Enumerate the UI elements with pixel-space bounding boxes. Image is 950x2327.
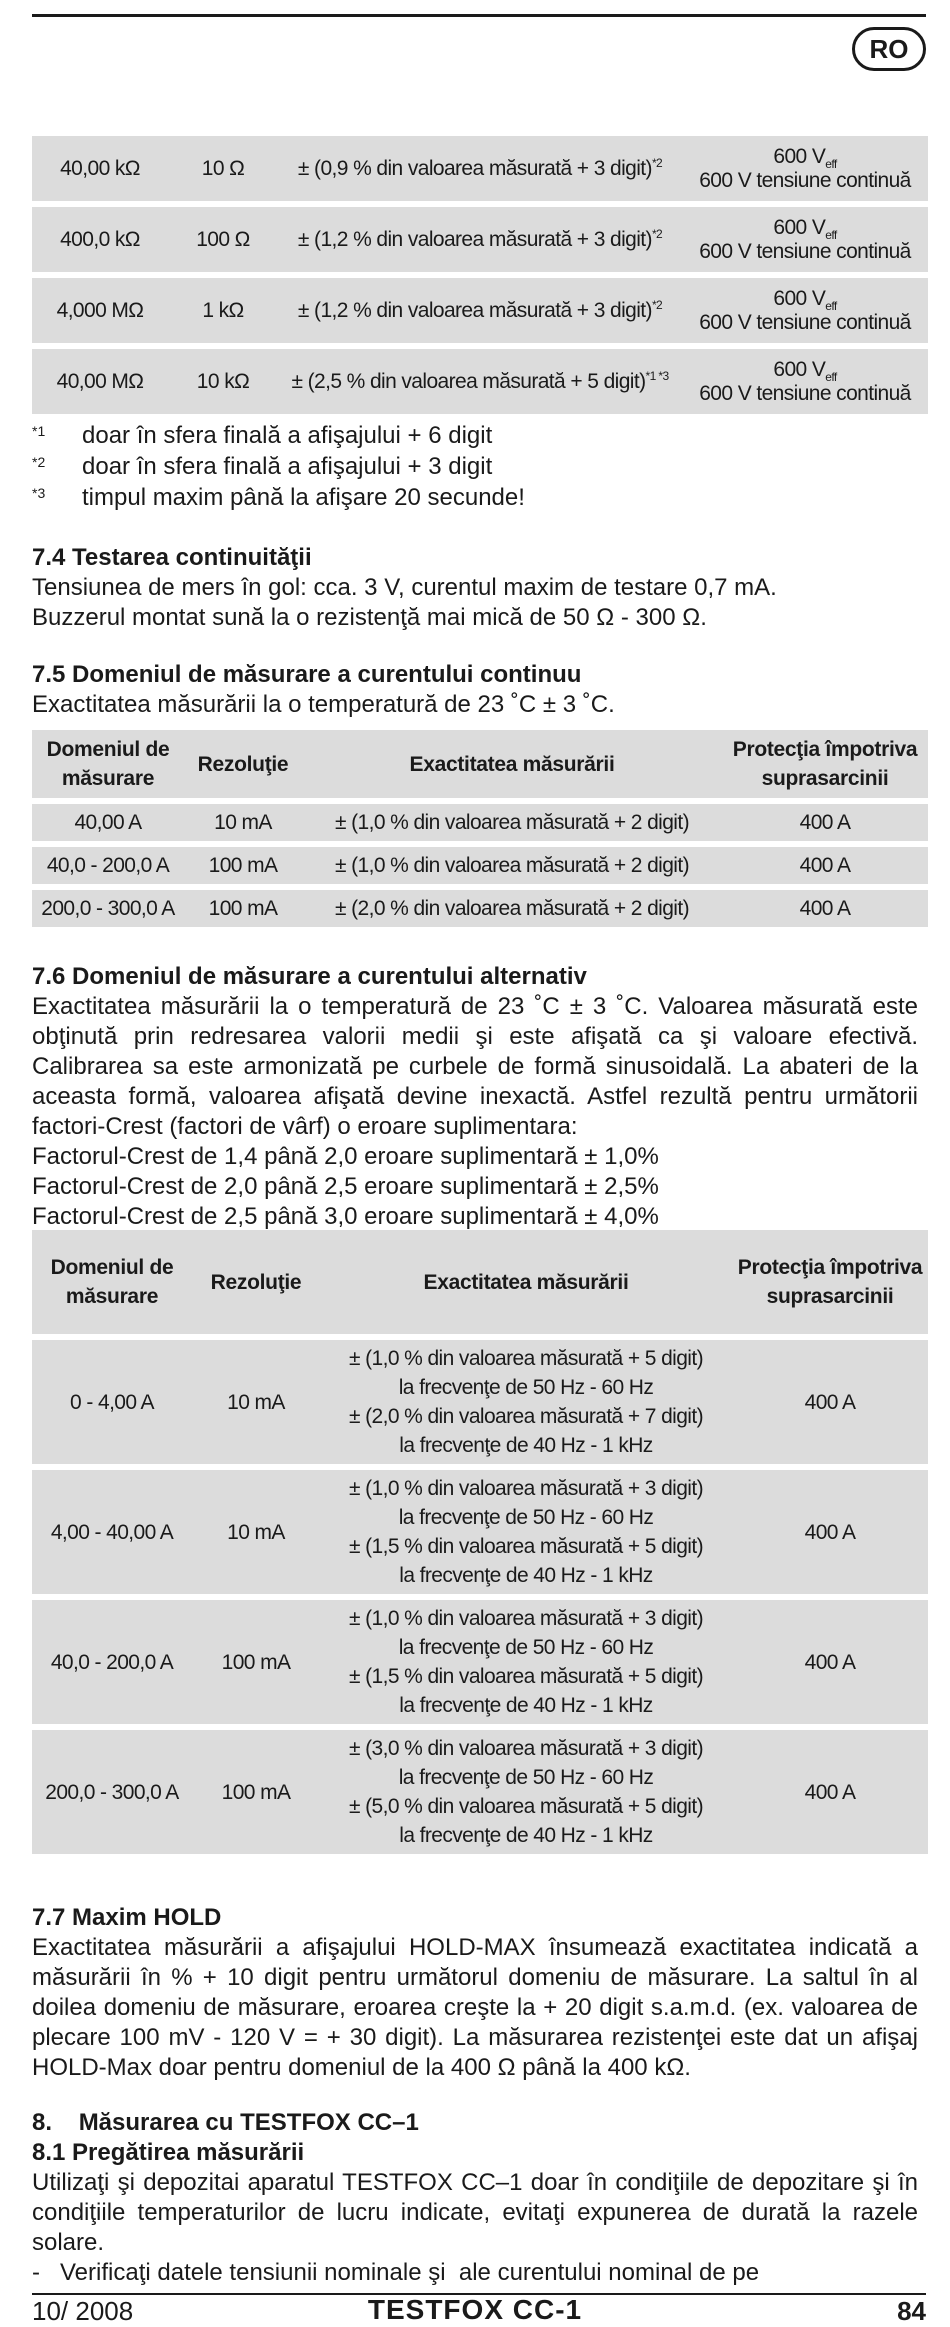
accuracy-text: ± (1,2 % din valoarea măsurată + 3 digit) bbox=[297, 299, 652, 322]
table-cell: 40,0 - 200,0 A bbox=[32, 847, 184, 884]
accuracy-line: la frecvenţe de 40 Hz - 1 kHz bbox=[399, 1434, 653, 1457]
accuracy-cell bbox=[278, 207, 682, 272]
paragraph-line: Buzzerul montat sună la o rezistenţă mai mică de 50 Ω - 300 Ω. bbox=[32, 604, 707, 631]
table-cell: 10 mA bbox=[184, 804, 302, 841]
paragraph-line: Tensiunea de mers în gol: cca. 3 V, curentul maxim de testare 0,7 mA. bbox=[32, 574, 777, 601]
accuracy-cell bbox=[278, 349, 682, 414]
column-header: Rezoluţie bbox=[184, 730, 302, 798]
protection-line: 600 V tensiune continuă bbox=[699, 239, 911, 263]
column-header: Domeniul de măsurare bbox=[32, 1230, 192, 1334]
protection-line: 600 V tensiune continuă bbox=[699, 168, 911, 192]
accuracy-cell bbox=[320, 1470, 732, 1594]
footnote-ref: *2 bbox=[651, 227, 663, 241]
table-cell: 40,00 A bbox=[32, 804, 184, 841]
protection-line: 600 V tensiune continuă bbox=[699, 310, 911, 334]
crest-line: Factorul-Crest de 2,0 până 2,5 eroare suplimentară ± 2,5% bbox=[32, 1173, 659, 1200]
footnote-mark: *3 bbox=[32, 485, 46, 501]
accuracy-line: la frecvenţe de 50 Hz - 60 Hz bbox=[398, 1766, 654, 1789]
table-row bbox=[32, 1730, 928, 1854]
range-cell: 4,00 - 40,00 A bbox=[32, 1470, 192, 1594]
protection-line bbox=[686, 145, 924, 169]
voltage-subscript: eff bbox=[825, 156, 837, 171]
protection-cell: 400 A bbox=[732, 1730, 928, 1854]
protection-line bbox=[686, 287, 924, 311]
range-cell: 200,0 - 300,0 A bbox=[32, 1730, 192, 1854]
column-header: Protecţia împotriva suprasarcinii bbox=[732, 1230, 928, 1334]
table-cell: 400 A bbox=[722, 847, 928, 884]
resolution-cell: 10 kΩ bbox=[168, 349, 278, 414]
table-cell: ± (1,0 % din valoarea măsurată + 2 digit) bbox=[302, 847, 722, 884]
protection-cell: 400 A bbox=[732, 1340, 928, 1464]
table-row bbox=[32, 136, 928, 201]
accuracy-line: ± (1,0 % din valoarea măsurată + 3 digit) bbox=[348, 1607, 704, 1630]
accuracy-cell bbox=[278, 278, 682, 343]
footnotes bbox=[32, 420, 525, 513]
protection-line bbox=[686, 216, 924, 240]
resolution-cell: 100 mA bbox=[192, 1600, 320, 1724]
accuracy-text: ± (0,9 % din valoarea măsurată + 3 digit) bbox=[297, 157, 652, 180]
accuracy-line: la frecvenţe de 50 Hz - 60 Hz bbox=[398, 1506, 654, 1529]
range-cell: 40,00 MΩ bbox=[32, 349, 168, 414]
voltage-subscript: eff bbox=[825, 298, 837, 313]
footnote-text: doar în sfera finală a afişajului + 3 digit bbox=[82, 453, 493, 480]
footnote bbox=[32, 420, 525, 451]
accuracy-cell bbox=[320, 1600, 732, 1724]
dc-current-table bbox=[32, 724, 928, 933]
protection-cell bbox=[682, 136, 928, 201]
section-7-6 bbox=[32, 962, 918, 1232]
column-header: Domeniul de măsurare bbox=[32, 730, 184, 798]
accuracy-text: ± (1,2 % din valoarea măsurată + 3 digit) bbox=[297, 228, 652, 251]
table-cell: 200,0 - 300,0 A bbox=[32, 890, 184, 927]
footnote bbox=[32, 482, 525, 513]
range-cell: 0 - 4,00 A bbox=[32, 1340, 192, 1464]
range-cell: 40,0 - 200,0 A bbox=[32, 1600, 192, 1724]
accuracy-line: la frecvenţe de 50 Hz - 60 Hz bbox=[398, 1376, 654, 1399]
accuracy-line: la frecvenţe de 40 Hz - 1 kHz bbox=[399, 1824, 653, 1847]
footer-date: 10/ 2008 bbox=[32, 2296, 134, 2326]
section-heading: 7.4 Testarea continuităţii bbox=[32, 544, 312, 571]
protection-cell: 400 A bbox=[732, 1470, 928, 1594]
voltage-value: 600 V bbox=[773, 286, 826, 310]
subsection-heading: 8.1 Pregătirea măsurării bbox=[32, 2139, 305, 2166]
voltage-subscript: eff bbox=[825, 369, 837, 384]
table-row bbox=[32, 1340, 928, 1464]
section-heading: 7.7 Maxim HOLD bbox=[32, 1904, 222, 1931]
accuracy-line: la frecvenţe de 50 Hz - 60 Hz bbox=[398, 1636, 654, 1659]
accuracy-line: ± (1,0 % din valoarea măsurată + 3 digit) bbox=[348, 1477, 704, 1500]
table-cell: 400 A bbox=[722, 890, 928, 927]
footnote bbox=[32, 451, 525, 482]
column-header: Rezoluţie bbox=[192, 1230, 320, 1334]
crest-line: Factorul-Crest de 1,4 până 2,0 eroare suplimentară ± 1,0% bbox=[32, 1143, 659, 1170]
voltage-value: 600 V bbox=[773, 215, 826, 239]
protection-cell bbox=[682, 278, 928, 343]
table-row bbox=[32, 890, 928, 927]
crest-line: Factorul-Crest de 2,5 până 3,0 eroare suplimentară ± 4,0% bbox=[32, 1203, 659, 1230]
table-row bbox=[32, 349, 928, 414]
section-7-4 bbox=[32, 543, 918, 633]
table-row bbox=[32, 804, 928, 841]
paragraph: Exactitatea măsurării a afişajului HOLD-MAX însumează exactitatea indicată a măsurării în % + 10 digit pentru următorul domeniu de măsurare. La saltul în al doilea domeniu de măsurare, eroarea creşte la + 20 digit s.a.m.d. (ex. valoarea de plecare 100 mV - 120 V = + 30 digit). La măsurarea rezistenţei este dat un afişaj HOLD-Max doar pentru domeniul de la 400 Ω până la 400 kΩ. bbox=[32, 1934, 918, 2081]
paragraph: Exactitatea măsurării la o temperatură de 23 ˚C ± 3 ˚C. Valoarea măsurată este obţinută prin redresarea valorii medii şi este afişată ca şi valoare efectivă. Calibrarea sa este armonizată pe curbele de formă sinusoidală. La abateri de la aceasta formă, valoarea afişată devine inexactă. Astfel rezultă pentru următorii factori-Crest (factori de vârf) o eroare suplimentara: bbox=[32, 993, 918, 1140]
accuracy-cell bbox=[320, 1730, 732, 1854]
accuracy-line: ± (2,0 % din valoarea măsurată + 7 digit) bbox=[348, 1405, 704, 1428]
table-row bbox=[32, 847, 928, 884]
section-7-7 bbox=[32, 1903, 918, 2083]
footnote-ref: *2 bbox=[651, 156, 663, 170]
footer-title: TESTFOX CC-1 bbox=[367, 2294, 583, 2325]
footnote-ref: *1 *3 bbox=[645, 369, 669, 383]
voltage-subscript: eff bbox=[825, 227, 837, 242]
footnote-text: doar în sfera finală a afişajului + 6 digit bbox=[82, 422, 493, 449]
resolution-cell: 10 Ω bbox=[168, 136, 278, 201]
resolution-cell: 10 mA bbox=[192, 1470, 320, 1594]
accuracy-line: ± (1,5 % din valoarea măsurată + 5 digit) bbox=[348, 1665, 704, 1688]
accuracy-line: ± (1,5 % din valoarea măsurată + 5 digit) bbox=[348, 1535, 704, 1558]
bullet-line: - Verificaţi datele tensiunii nominale şi ale curentului nominal de pe bbox=[32, 2259, 760, 2286]
resolution-cell: 100 mA bbox=[192, 1730, 320, 1854]
range-cell: 4,000 MΩ bbox=[32, 278, 168, 343]
accuracy-line: ± (3,0 % din valoarea măsurată + 3 digit) bbox=[348, 1737, 704, 1760]
range-cell: 40,00 kΩ bbox=[32, 136, 168, 201]
footnote-ref: *2 bbox=[651, 298, 663, 312]
top-rule bbox=[32, 14, 926, 17]
protection-cell: 400 A bbox=[732, 1600, 928, 1724]
column-header: Exactitatea măsurării bbox=[302, 730, 722, 798]
resistance-table bbox=[32, 130, 928, 420]
table-cell: 100 mA bbox=[184, 890, 302, 927]
protection-cell bbox=[682, 349, 928, 414]
section-heading: 7.5 Domeniul de măsurare a curentului continuu bbox=[32, 661, 582, 688]
accuracy-text: ± (2,5 % din valoarea măsurată + 5 digit) bbox=[291, 370, 646, 393]
language-badge: RO bbox=[852, 27, 926, 71]
accuracy-line: la frecvenţe de 40 Hz - 1 kHz bbox=[399, 1564, 653, 1587]
section-heading: 8. Măsurarea cu TESTFOX CC–1 bbox=[32, 2109, 419, 2136]
table-cell: ± (1,0 % din valoarea măsurată + 2 digit) bbox=[302, 804, 722, 841]
column-header: Protecţia împotriva suprasarcinii bbox=[722, 730, 928, 798]
section-7-5 bbox=[32, 660, 918, 720]
section-8 bbox=[32, 2108, 918, 2288]
table-row bbox=[32, 278, 928, 343]
voltage-value: 600 V bbox=[773, 357, 826, 381]
accuracy-cell bbox=[278, 136, 682, 201]
paragraph-line: Exactitatea măsurării la o temperatură de 23 ˚C ± 3 ˚C. bbox=[32, 691, 615, 718]
footnote-mark: *2 bbox=[32, 454, 46, 470]
resolution-cell: 100 Ω bbox=[168, 207, 278, 272]
voltage-value: 600 V bbox=[773, 144, 826, 168]
protection-cell bbox=[682, 207, 928, 272]
section-heading: 7.6 Domeniul de măsurare a curentului alternativ bbox=[32, 963, 587, 990]
range-cell: 400,0 kΩ bbox=[32, 207, 168, 272]
page-number: 84 bbox=[897, 2296, 926, 2326]
ac-current-table bbox=[32, 1224, 928, 1860]
protection-line: 600 V tensiune continuă bbox=[699, 381, 911, 405]
table-row bbox=[32, 207, 928, 272]
accuracy-line: la frecvenţe de 40 Hz - 1 kHz bbox=[399, 1694, 653, 1717]
table-row bbox=[32, 1600, 928, 1724]
table-cell: 400 A bbox=[722, 804, 928, 841]
accuracy-line: ± (1,0 % din valoarea măsurată + 5 digit) bbox=[348, 1347, 704, 1370]
accuracy-cell bbox=[320, 1340, 732, 1464]
accuracy-line: ± (5,0 % din valoarea măsurată + 5 digit) bbox=[348, 1795, 704, 1818]
resolution-cell: 10 mA bbox=[192, 1340, 320, 1464]
resolution-cell: 1 kΩ bbox=[168, 278, 278, 343]
table-cell: 100 mA bbox=[184, 847, 302, 884]
footnote-mark: *1 bbox=[32, 423, 46, 439]
table-cell: ± (2,0 % din valoarea măsurată + 2 digit) bbox=[302, 890, 722, 927]
protection-line bbox=[686, 358, 924, 382]
column-header: Exactitatea măsurării bbox=[320, 1230, 732, 1334]
footnote-text: timpul maxim până la afişare 20 secunde! bbox=[82, 484, 525, 511]
table-row bbox=[32, 1470, 928, 1594]
paragraph: Utilizaţi şi depozitai aparatul TESTFOX CC–1 doar în condiţiile de depozitare şi în condiţiile temperaturilor de lucru indicate, evitaţi expunerea de durată la razele solare. bbox=[32, 2169, 918, 2256]
